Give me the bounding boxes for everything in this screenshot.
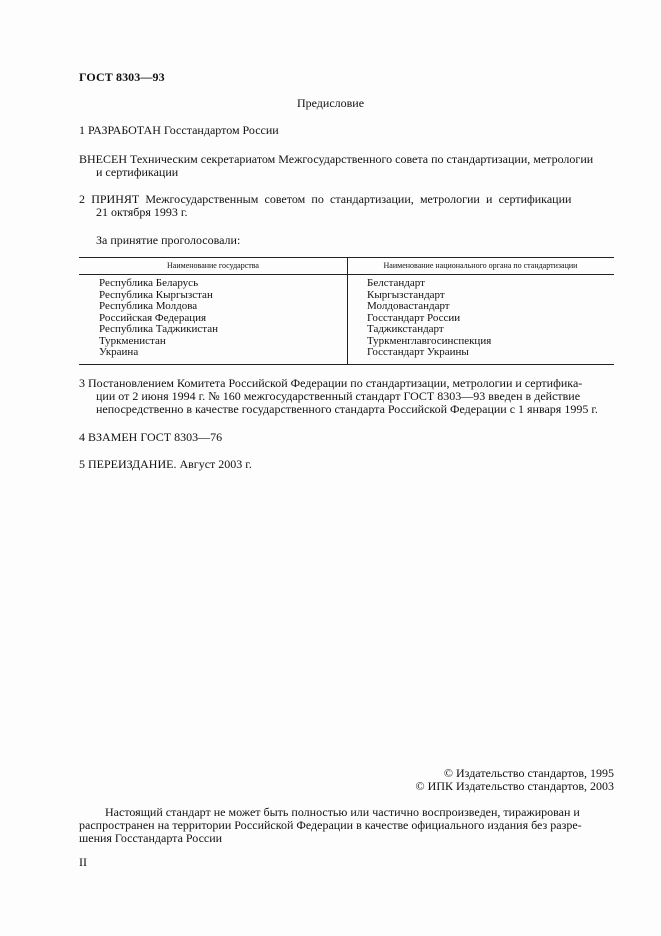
table-header-national-body: Наименование национального органа по стандартизации xyxy=(383,261,578,270)
section-2-adopted-line-1: 2 ПРИНЯТ Межгосударственным советом по стандартизации, метрологии и сертификации xyxy=(79,192,572,206)
table-cell-national-body: Госстандарт России xyxy=(367,311,461,324)
table-cell-state: Российская Федерация xyxy=(99,311,207,324)
national-body-column xyxy=(367,278,491,359)
reproduction-notice-line-3: шения Госстандарта России xyxy=(79,831,223,845)
section-5-reissue: 5 ПЕРЕИЗДАНИЕ. Август 2003 г. xyxy=(79,457,252,471)
document-code: ГОСТ 8303—93 xyxy=(79,70,165,84)
table-cell-state: Республика Молдова xyxy=(99,300,198,312)
table-cell-national-body: Таджикстандарт xyxy=(367,323,444,335)
section-1-developed: 1 РАЗРАБОТАН Госстандартом России xyxy=(79,123,279,137)
table-cell-national-body: Туркменглавгосинспекция xyxy=(367,334,492,347)
table-cell-national-body: Молдовастандарт xyxy=(367,300,450,312)
voting-table xyxy=(79,257,614,365)
state-column xyxy=(99,278,218,359)
page-title: Предисловие xyxy=(296,96,365,110)
table-cell-national-body: Кыргызстандарт xyxy=(367,288,445,301)
table-cell-state: Республика Таджикистан xyxy=(99,323,218,335)
page-number: II xyxy=(79,855,87,869)
reproduction-notice-line-2: распространен на территории Российской Федерации в качестве официального издания без разре- xyxy=(79,818,582,832)
section-introduced-line-2: и сертификации xyxy=(96,165,179,179)
reproduction-notice-line-1: Настоящий стандарт не может быть полностью или частично воспроизведен, тиражирован и xyxy=(105,805,580,819)
section-introduced-line-1: ВНЕСЕН Техническим секретариатом Межгосударственного совета по стандартизации, метрологии xyxy=(79,152,594,166)
table-column-divider xyxy=(347,257,348,365)
table-cell-national-body: Белстандарт xyxy=(367,277,425,289)
section-4-replaces: 4 ВЗАМЕН ГОСТ 8303—76 xyxy=(79,430,223,444)
section-3-resolution-line-3: непосредственно в качестве государственного стандарта Российской Федерации с 1 января 1995 г. xyxy=(96,402,598,416)
table-cell-state: Республика Кыргызстан xyxy=(99,288,213,301)
section-3-resolution-line-2: ции от 2 июня 1994 г. № 160 межгосударственный стандарт ГОСТ 8303—93 введен в действие xyxy=(96,389,581,403)
section-3-resolution-line-1: 3 Постановлением Комитета Российской Федерации по стандартизации, метрологии и сертифика- xyxy=(79,376,583,390)
table-cell-national-body: Госстандарт Украины xyxy=(367,346,469,358)
section-2-adopted-line-2: 21 октября 1993 г. xyxy=(96,205,188,219)
vote-intro: За принятие проголосовали: xyxy=(96,233,241,247)
copyright-line-2: © ИПК Издательство стандартов, 2003 xyxy=(415,779,614,793)
copyright-line-1: © Издательство стандартов, 1995 xyxy=(443,766,614,780)
table-cell-state: Туркменистан xyxy=(99,334,166,347)
table-header-state: Наименование государства xyxy=(167,261,259,270)
table-cell-state: Республика Беларусь xyxy=(99,277,199,289)
table-cell-state: Украина xyxy=(99,346,139,358)
